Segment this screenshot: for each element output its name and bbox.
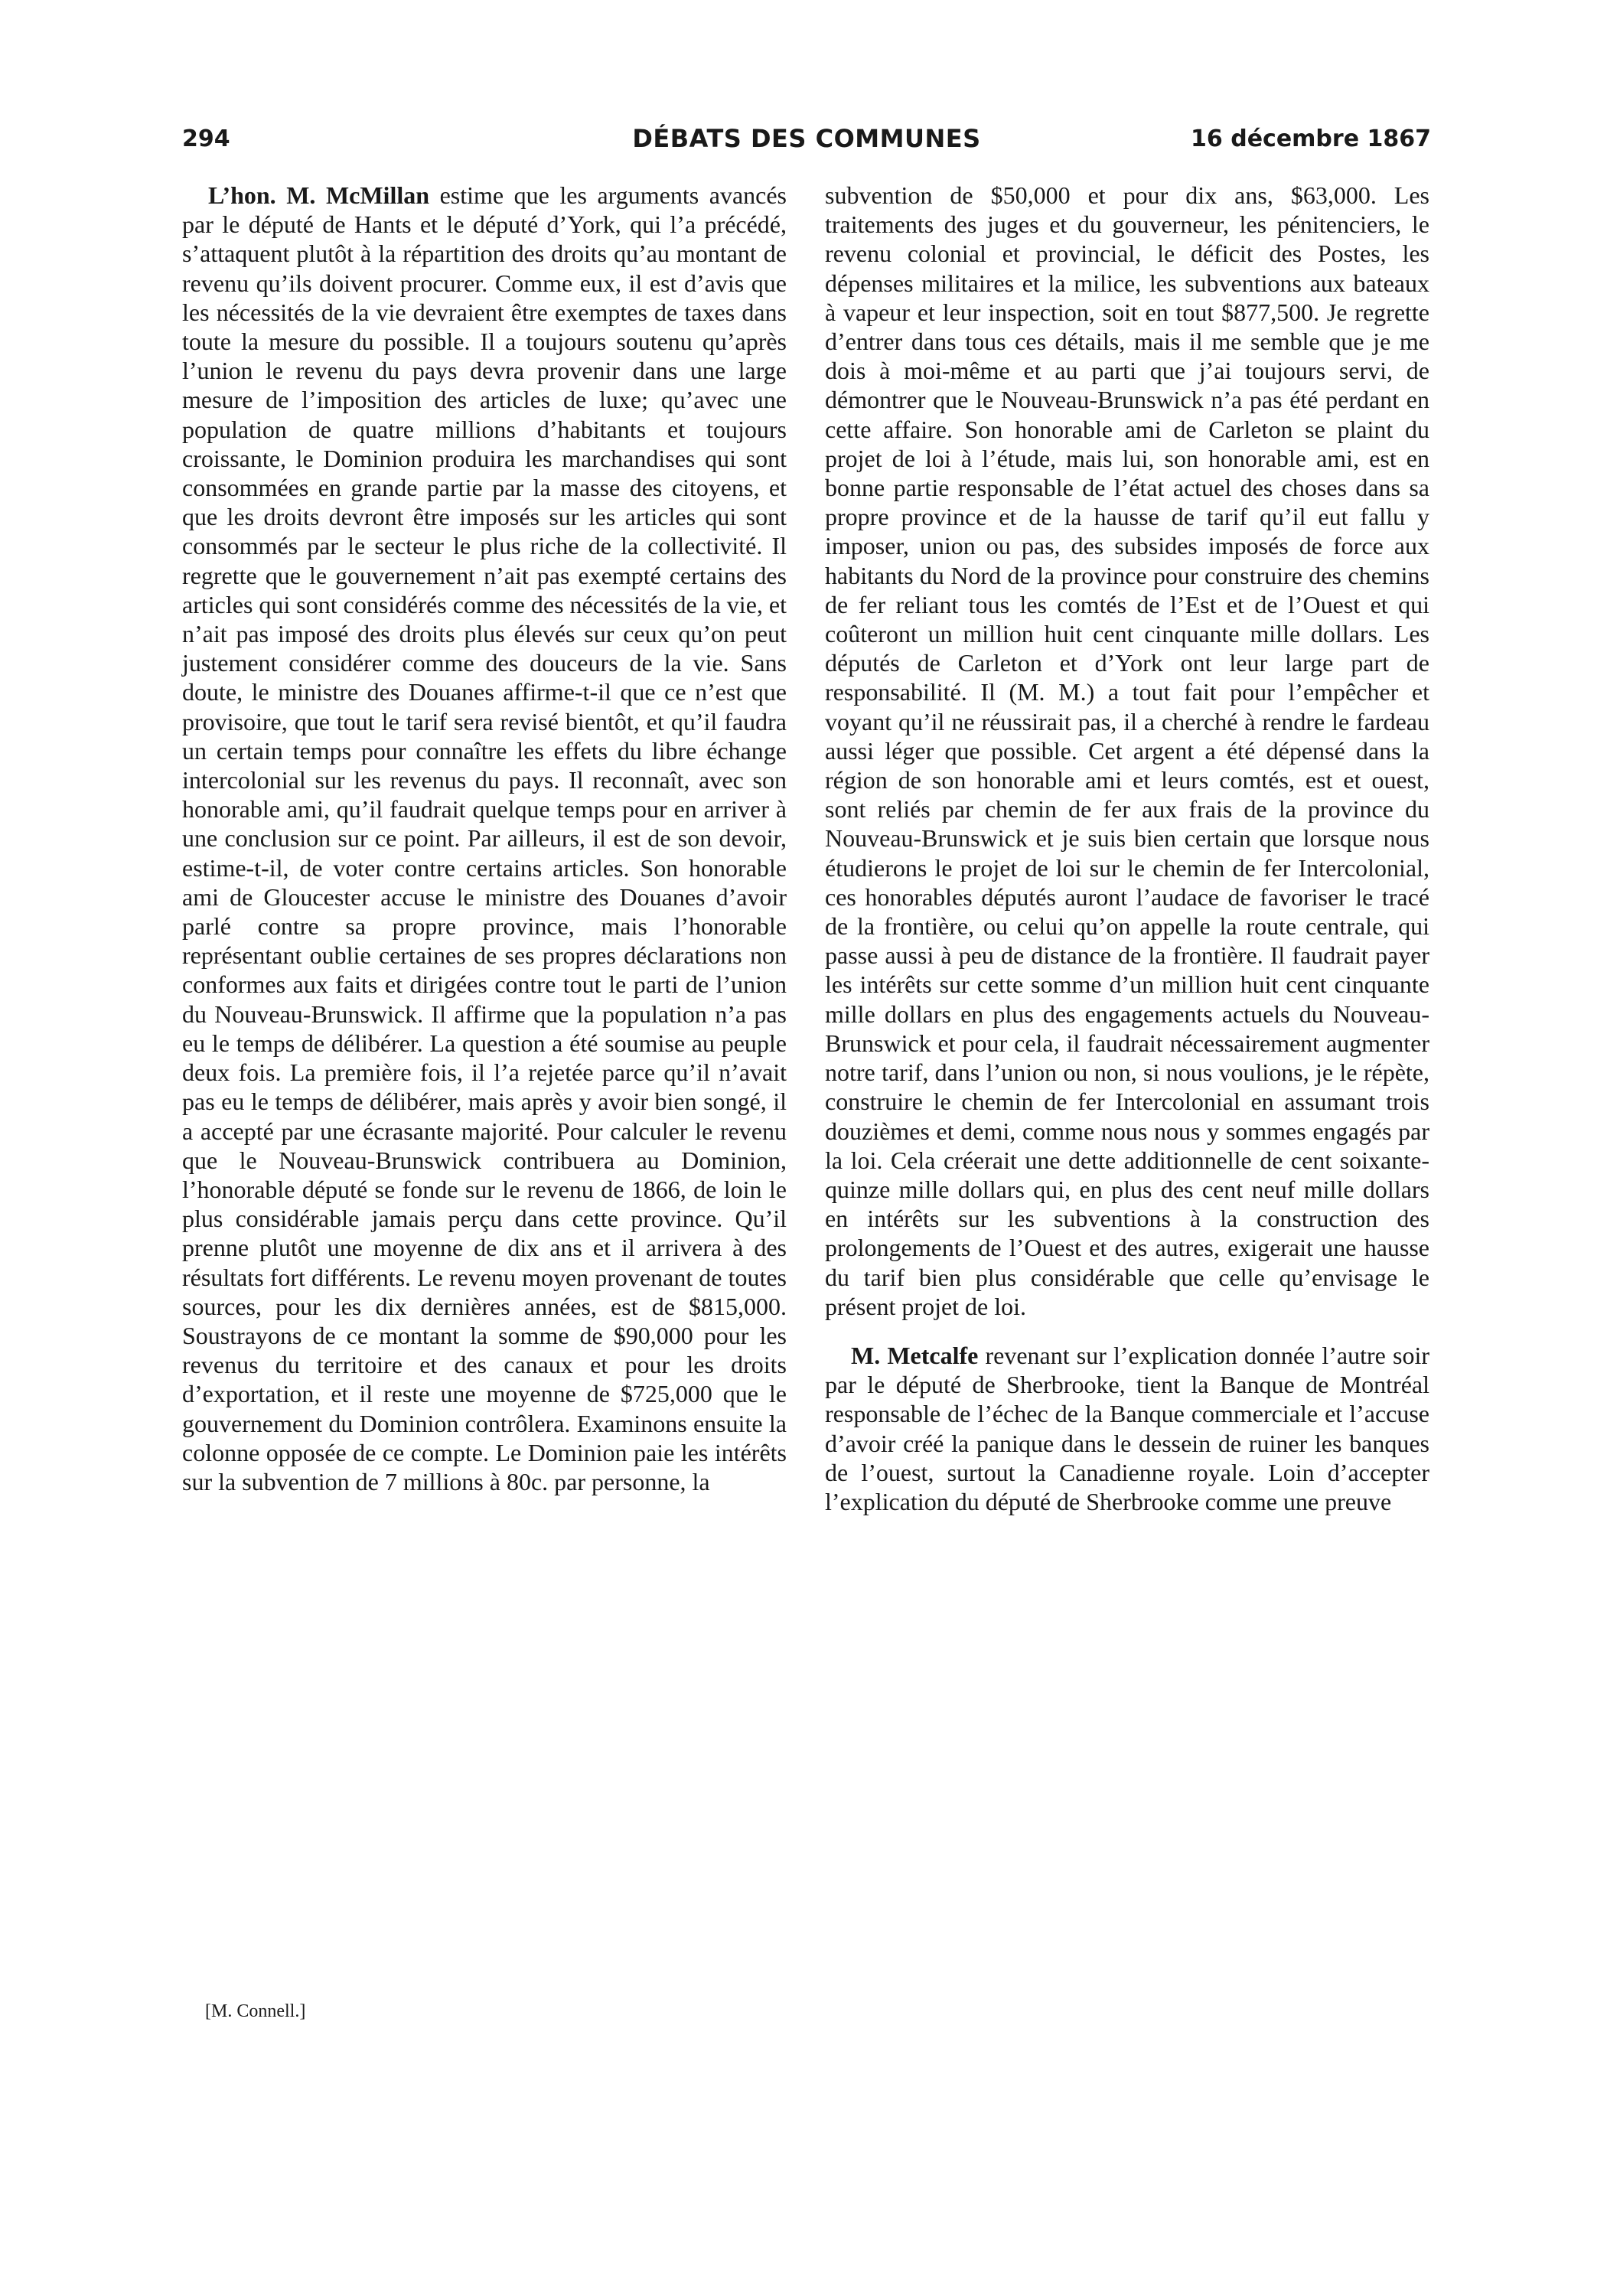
speech-paragraph xyxy=(182,181,787,1496)
continued-paragraph xyxy=(825,181,1429,1321)
debate-date: 16 décembre 1867 xyxy=(1191,126,1431,152)
speaker-attribution-footer: [M. Connell.] xyxy=(205,2001,306,2021)
publication-title: DÉBATS DES COMMUNES xyxy=(632,124,981,153)
paragraph-text: estime que les arguments avancés par le député de Hants et le député d’York, qui l’a précédé, s’attaquent plutôt à la répartition des droits qu’au montant de revenu qu’ils doivent procurer. Comme eux, il est d’avis que les nécessités de la vie devraient être exemptes de taxes dans toute la mesure du possible. Il a toujours soutenu qu’après l’union le revenu du pays devra provenir dans une large mesure de l’imposition des articles de luxe; qu’avec une population de quatre millions d’habitants et toujours croissante, le Dominion produira les marchandises qui sont consommées en grande partie par la masse des citoyens, et que les droits devront être imposés sur les articles qui sont consommés par le secteur le plus riche de la collectivité. Il regrette que le gouvernement n’ait pas exempté certains des articles qui sont considérés comme des nécessités de la vie, et n’ait pas imposé des droits plus élevés sur ceux qu’on peut justement considérer comme des douceurs de la vie. Sans doute, le ministre des Douanes affirme-t-il que ce n’est que provisoire, que tout le tarif sera revisé bientôt, et qu’il faudra un certain temps pour connaître les effets du libre échange intercolonial sur les revenus du pays. Il reconnaît, avec son honorable ami, qu’il faudrait quelque temps pour en arriver à une conclusion sur ce point. Par ailleurs, il est de son devoir, estime-t-il, de voter contre certains articles. Son honorable ami de Gloucester accuse le ministre des Douanes d’avoir parlé contre sa propre province, mais l’honorable représentant oublie certaines de ses propres déclarations non conformes aux faits et dirigées contre tout le parti de l’union du Nouveau-Brunswick. Il affirme que la population n’a pas eu le temps de délibérer. La question a été soumise au peuple deux fois. La première fois, il l’a rejetée parce qu’il n’avait pas eu le temps de délibérer, mais après y avoir bien songé, il a accepté par une écrasante majorité. Pour calculer le revenu que le Nouveau-Brunswick contribuera au Dominion, l’honorable député se fonde sur le revenu de 1866, de loin le plus considérable jamais perçu dans cette province. Qu’il prenne plutôt une moyenne de dix ans et il arrivera à des résultats fort différents. Le revenu moyen provenant de toutes sources, pour les dix dernières années, est de $815,000. Soustrayons de ce montant la somme de $90,000 pour les revenus du territoire et des canaux et pour les droits d’exportation, et il reste une moyenne de $725,000 que le gouvernement du Dominion contrôlera. Examinons ensuite la colonne opposée de ce compte. Le Dominion paie les intérêts sur la subvention de 7 millions à 80c. par personne, la xyxy=(182,181,787,1495)
page-number: 294 xyxy=(182,126,230,152)
paragraph-text: subvention de $50,000 et pour dix ans, $63,000. Les traitements des juges et du gouverneur, les pénitenciers, le revenu colonial et provincial, le déficit des Postes, les dépenses militaires et la milice, les subventions aux bateaux à vapeur et leur inspection, soit en tout $877,500. Je regrette d’entrer dans tous ces détails, mais il me semble que je me dois à moi-même et au parti que j’ai toujours servi, de démontrer que le Nouveau-Brunswick n’a pas été perdant en cette affaire. Son honorable ami de Carleton se plaint du projet de loi à l’étude, mais lui, son honorable ami, est en bonne partie responsable de l’état actuel des choses dans sa propre province et de la hausse de tarif qu’il eut fallu y imposer, union ou pas, des subsides imposés de force aux habitants du Nord de la province pour construire des chemins de fer reliant tous les comtés de l’Est et de l’Ouest et qui coûteront un million huit cent cinquante mille dollars. Les députés de Carleton et d’York ont leur large part de responsabilité. Il (M. M.) a tout fait pour l’empêcher et voyant qu’il ne réussirait pas, il a cherché à rendre le fardeau aussi léger que possible. Cet argent a été dépensé dans la région de son honorable ami et leurs comtés, est et ouest, sont reliés par chemin de fer aux frais de la province du Nouveau-Brunswick et je suis bien certain que lorsque nous étudierons le projet de loi sur le chemin de fer Intercolonial, ces honorables députés auront l’audace de favoriser le tracé de la frontière, ou celui qu’on appelle la route centrale, qui passe aussi à peu de distance de la frontière. Il faudrait payer les intérêts sur cette somme d’un million huit cent cinquante mille dollars en plus des engagements actuels du Nouveau-Brunswick et pour cela, il faudrait nécessairement augmenter notre tarif, dans l’union ou non, si nous voulions, je le répète, construire le chemin de fer Intercolonial en assumant trois douzièmes et demi, comme nous nous y sommes engagés par la loi. Cela créerait une dette additionnelle de cent soixante-quinze mille dollars qui, en plus des cent neuf mille dollars en intérêts sur les subventions à la construction des prolongements de l’Ouest et des autres, exigerait une hausse du tarif bien plus considérable que celle qu’envisage le présent projet de loi. xyxy=(825,181,1429,1320)
page-header xyxy=(182,122,1431,161)
right-column xyxy=(825,181,1429,1516)
speaker-name: M. Metcalfe xyxy=(851,1341,979,1369)
speaker-name: L’hon. M. McMillan xyxy=(208,181,430,209)
paragraph-text: revenant sur l’explication donnée l’autre soir par le député de Sherbrooke, tient la Banque de Montréal responsable de l’échec de la Banque commerciale et l’accuse d’avoir créé la panique dans le dessein de ruiner les banques de l’ouest, surtout la Canadienne royale. Loin d’accepter l’explication du député de Sherbrooke comme une preuve xyxy=(825,1341,1430,1515)
left-column xyxy=(182,181,787,1496)
speech-paragraph xyxy=(825,1341,1429,1516)
